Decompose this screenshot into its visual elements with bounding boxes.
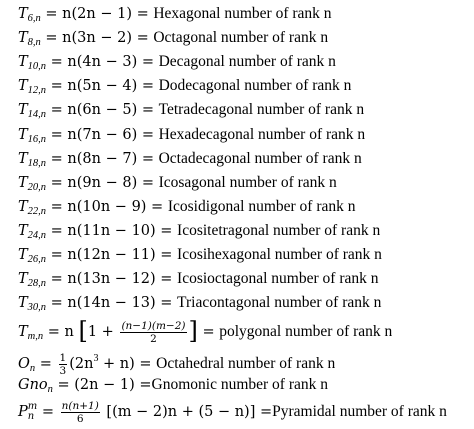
polygonal-formula-line [18, 171, 472, 195]
polygonal-formula-line [18, 98, 472, 122]
formula-subscript: 8,n [27, 37, 41, 49]
polygonal-formula-line [18, 123, 472, 147]
fraction-numerator: (n−1)(m−2) [121, 319, 186, 332]
polygonal-formula-line [18, 291, 472, 315]
formula-symbol: T [18, 271, 28, 288]
formula-symbol: T [18, 295, 28, 312]
bracket-open: [ [78, 317, 88, 345]
polygonal-formula-line [18, 243, 472, 267]
formula-symbol: T [18, 102, 28, 119]
formula-equals: = n(12n − 11) = [46, 247, 178, 263]
formula-equals: = n(9n − 8) = [46, 174, 159, 191]
formula-equals: = n(14n − 13) = [46, 295, 178, 312]
polygonal-formula-line [18, 195, 472, 219]
formula-symbol: T [18, 222, 28, 239]
formula-symbol: T [18, 198, 28, 215]
formula-subscript: 12,n [27, 85, 47, 97]
formula-symbol: T [18, 126, 28, 143]
formula-subscript: 30,n [27, 302, 47, 314]
polygonal-formula-line [18, 26, 472, 50]
fraction-denominator: 2 [150, 332, 157, 345]
polygonal-formula-line [18, 74, 472, 98]
formula-symbol: T [18, 54, 28, 71]
formula-subscript: 18,n [27, 157, 47, 169]
formula-name: Icosioctagonal number of rank n [177, 270, 379, 288]
formula-equals-2: = [197, 324, 220, 340]
fraction-numerator: 1 [59, 351, 67, 364]
formula-subscript: 20,n [27, 181, 47, 193]
bracket-close: ] [188, 317, 198, 345]
formula-equals: = n(2n − 1) = [40, 6, 154, 22]
formula-symbol: T [18, 150, 28, 167]
formula-symbol: T [18, 174, 28, 191]
formula-subscript: 24,n [27, 229, 47, 241]
formula-name: polygonal number of rank n [219, 323, 393, 340]
formula-name: Hexagonal number of rank n [153, 5, 332, 22]
formula-symbol: T [18, 247, 28, 263]
fraction [120, 320, 186, 345]
formula-name: Gnomonic number of rank n [151, 376, 329, 393]
polygonal-formula-line [18, 2, 472, 26]
octahedral-formula-line [18, 346, 472, 377]
formula-name: Octahedral number of rank n [156, 355, 336, 372]
formula-symbol: Gno [18, 377, 48, 393]
formula-equals: = n(5n − 4) = [46, 78, 159, 95]
formula-subscript: 26,n [27, 254, 47, 265]
formula-symbol: O [18, 356, 30, 372]
formula-name: Icositetragonal number of rank n [177, 221, 381, 239]
polygonal-formula-line [18, 267, 472, 291]
formula-equals: = (2n − 1) = [52, 377, 152, 393]
formula-name: Icosidigonal number of rank n [167, 197, 356, 215]
polygonal-formula-line [18, 50, 472, 74]
formula-subscript: 6,n [27, 13, 41, 24]
formula-subscript: n [29, 363, 36, 374]
formula-equals: = n(8n − 7) = [46, 150, 159, 167]
formula-equals: = n [43, 324, 79, 340]
formula-subscript: 16,n [27, 133, 47, 145]
formula-equals: = n(11n − 10) = [46, 222, 178, 239]
formula-equals: = n(3n − 2) = [40, 30, 154, 47]
formula-name: Triacontagonal number of rank n [177, 294, 382, 312]
gnomonic-formula-line [18, 373, 472, 397]
formula-equals: = [37, 404, 59, 420]
fraction [61, 400, 100, 425]
formula-symbol: P [18, 404, 28, 420]
formula-symbol: T [18, 30, 28, 47]
formula-equals: = n(7n − 6) = [46, 126, 159, 143]
formula-equals: = n(10n − 9) = [46, 198, 168, 215]
formula-symbol: T [18, 324, 28, 340]
formula-equals: = n(6n − 5) = [46, 102, 159, 119]
fraction-denominator: 6 [76, 412, 84, 425]
polygonal-formula-line [18, 147, 472, 171]
formula-name: Pyramidal number of rank n [272, 403, 447, 420]
formula-name: Octadecagonal number of rank n [158, 149, 362, 167]
formula-subscript: 22,n [27, 205, 47, 217]
formula-name: Dodecagonal number of rank n [158, 77, 352, 95]
sub-sup-stack [28, 402, 37, 422]
formula-subscript: m,n [27, 331, 44, 342]
formula-equals: = [35, 356, 57, 372]
fraction-denominator: 3 [59, 364, 67, 377]
formula-equals: = n(13n − 12) = [46, 271, 178, 288]
formula-name: Tetradecagonal number of rank n [158, 101, 365, 119]
formula-subscript: n [47, 384, 53, 395]
exponent: 3 [93, 353, 99, 364]
formula-symbol: T [18, 78, 28, 95]
formula-name: Decagonal number of rank n [158, 53, 336, 71]
formula-subscript: 14,n [27, 109, 47, 121]
expr-pre: (2n [69, 356, 94, 372]
formula-name: Octagonal number of rank n [153, 29, 329, 47]
superscript: m [27, 401, 38, 413]
formula-expression: [(m − 2)n + (5 − n)] = [101, 404, 273, 420]
polygonal-formula-line [18, 316, 472, 346]
polygonal-formula-line [18, 219, 472, 243]
subscript: n [27, 411, 35, 423]
formula-name: Icosihexagonal number of rank n [177, 246, 382, 263]
formula-subscript: 28,n [27, 278, 47, 290]
formula-name: Hexadecagonal number of rank n [158, 125, 366, 143]
one-plus: 1 + [87, 324, 119, 340]
formula-symbol: T [18, 6, 28, 22]
formula-equals: = n(4n − 3) = [46, 54, 159, 71]
formula-subscript: 10,n [27, 61, 47, 73]
fraction-numerator: n(n+1) [61, 399, 99, 412]
pyramidal-formula-line [18, 398, 472, 426]
expr-post: + n) = [98, 356, 157, 372]
formula-name: Icosagonal number of rank n [158, 173, 337, 191]
